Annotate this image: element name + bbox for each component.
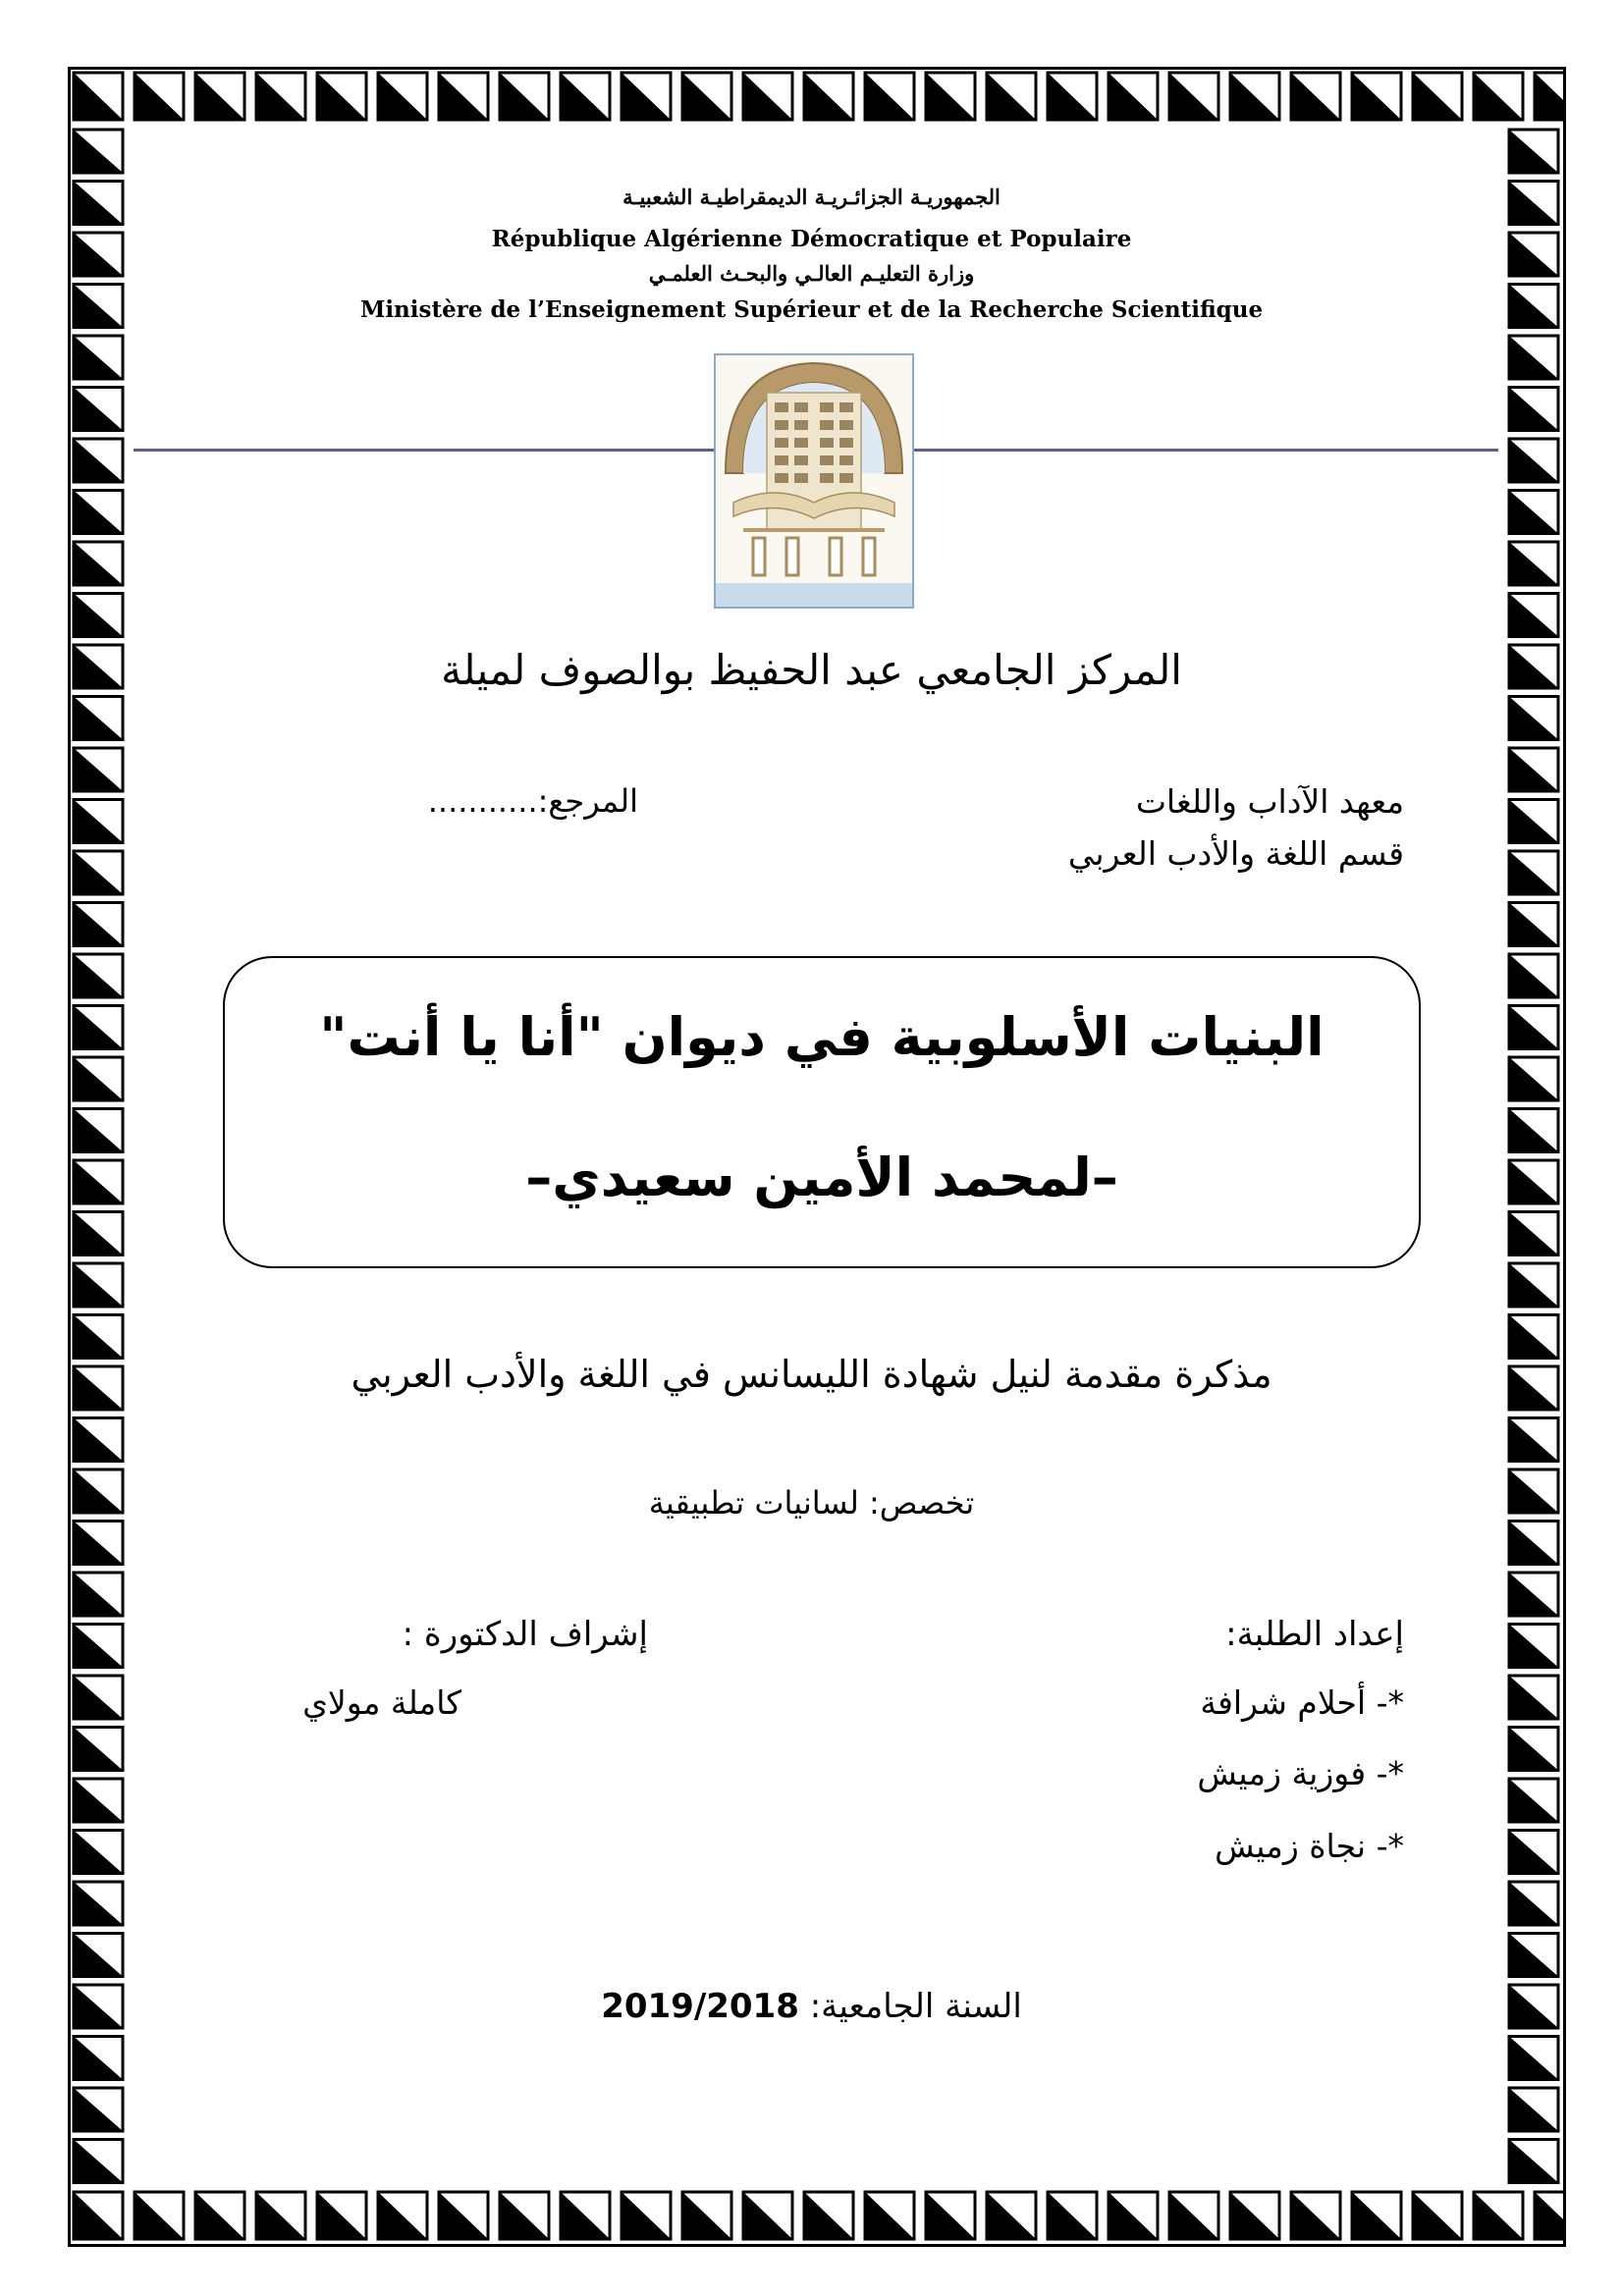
republic-french: République Algérienne Démocratique et Populaire [491, 226, 1132, 252]
border-bottom-ornament [68, 2186, 1564, 2245]
student-name: *- فوزية زميش [1197, 1754, 1404, 1792]
student-name: *- نجاة زميش [1215, 1827, 1404, 1865]
department-name: قسم اللغة والأدب العربي [1067, 834, 1404, 873]
academic-year-value: 2019/2018 [601, 1987, 799, 2026]
academic-year-label: السنة الجامعية: [809, 1987, 1022, 2026]
academic-year [0, 1987, 1623, 2026]
border-left-ornament [68, 126, 129, 2186]
thesis-title-box [223, 956, 1421, 1268]
thesis-title-line1: البنيات الأسلوبية في ديوان "أنا يا أنت" [319, 1006, 1325, 1068]
institute-name: معهد الآداب واللغات [1135, 782, 1404, 821]
memo-description: مذكرة مقدمة لنيل شهادة الليسانس في اللغة والأدب العربي [351, 1353, 1272, 1396]
university-name: المركز الجامعي عبد الحفيظ بوالصوف لميلة [441, 646, 1182, 694]
republic-arabic: الجمهوريـة الجزائـريـة الديمقراطيـة الشعبيـة [622, 185, 1001, 209]
university-logo [714, 353, 914, 609]
students-label: إعداد الطلبة: [1225, 1615, 1404, 1654]
border-top-ornament [68, 67, 1564, 126]
border-right-ornament [1503, 126, 1564, 2186]
ministry-arabic: وزارة التعليـم العالـي والبحـث العلمـي [648, 261, 975, 286]
reference-field: المرجع:........... [427, 782, 638, 820]
student-name: *- أحلام شرافة [1200, 1683, 1404, 1722]
supervisor-label: إشراف الدكتورة : [402, 1615, 648, 1654]
ministry-french: Ministère de l’Enseignement Supérieur et de la Recherche Scientifique [359, 296, 1264, 323]
thesis-title-line2: –لمحمد الأمين سعيدي– [525, 1147, 1118, 1208]
supervisor-name: كاملة مولاي [302, 1683, 461, 1722]
specialty: تخصص: لسانيات تطبيقية [648, 1484, 975, 1522]
